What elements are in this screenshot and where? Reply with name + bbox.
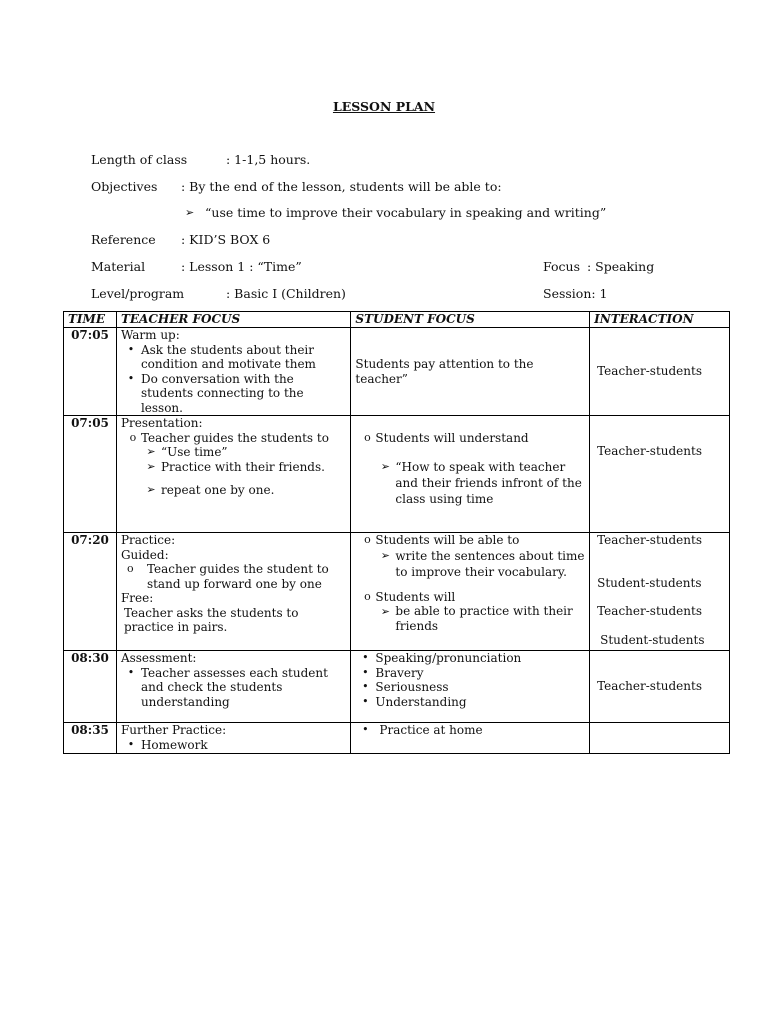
length-label: Length of class: [91, 152, 188, 167]
student-focus-cell: [351, 723, 590, 754]
list-item: “Use time”: [160, 445, 228, 459]
level-value: : Basic I (Children): [226, 286, 346, 301]
circle-bullet-icon: o: [364, 589, 371, 603]
teacher-focus-cell: [116, 416, 350, 533]
section-heading: Practice:: [120, 533, 176, 547]
circle-bullet-icon: o: [364, 431, 371, 444]
student-focus-cell: [351, 328, 590, 416]
circle-bullet-icon: o: [364, 533, 371, 546]
list-item: be able to practice with their friends: [395, 604, 573, 633]
arrow-bullet-icon: ➢: [380, 605, 391, 618]
list-item: “How to speak with teacher and their friends infront of the class using time: [395, 459, 582, 506]
bullet-icon: •: [127, 737, 135, 751]
reference-value: : KID’S BOX 6: [181, 232, 271, 247]
circle-bullet-icon: o: [126, 562, 134, 575]
header-teacher-focus: TEACHER FOCUS: [116, 312, 350, 328]
page-title: LESSON PLAN: [332, 99, 436, 114]
header-time: TIME: [64, 312, 117, 328]
bullet-icon: •: [362, 651, 369, 664]
table-row: [64, 328, 730, 416]
interaction-text: Teacher-students: [597, 444, 702, 458]
list-item: Bravery: [375, 665, 424, 680]
interaction-text: Student-students: [600, 632, 705, 647]
length-value: : 1-1,5 hours.: [226, 152, 311, 167]
header-interaction: INTERACTION: [590, 312, 730, 328]
time-cell: 07:05: [64, 416, 117, 533]
table-row: [64, 416, 730, 533]
arrow-bullet-icon: ➢: [380, 459, 391, 473]
time-text: 07:20: [71, 533, 109, 547]
table-row: [64, 651, 730, 723]
level-label: Level/program: [91, 286, 185, 301]
list-item: write the sentences about time to improve their vocabulary.: [395, 548, 585, 579]
list-item: Speaking/pronunciation: [375, 651, 522, 665]
list-item: Understanding: [375, 694, 467, 709]
header-student-focus: STUDENT FOCUS: [351, 312, 590, 328]
arrow-bullet-icon: ➢: [380, 548, 391, 562]
interaction-text: Student-students: [597, 575, 702, 590]
section-heading: Assessment:: [120, 651, 197, 665]
interaction-text: Teacher-students: [597, 679, 702, 694]
lesson-plan-table: [63, 311, 730, 754]
objective-item: “use time to improve their vocabulary in speaking and writing”: [205, 205, 607, 220]
objectives-value: : By the end of the lesson, students will be able to:: [181, 179, 502, 194]
list-item: Practice with their friends.: [160, 459, 325, 474]
interaction-cell: [590, 533, 730, 651]
student-text: Students pay attention to the teacher”: [355, 357, 534, 386]
bullet-icon: •: [362, 665, 369, 679]
list-item: Practice at home: [379, 723, 483, 737]
material-label: Material: [91, 259, 146, 274]
circle-bullet-icon: o: [129, 430, 137, 444]
interaction-text: Teacher-students: [597, 364, 702, 379]
free-text: Teacher asks the students to practice in pairs.: [123, 605, 299, 634]
table-row: [64, 533, 730, 651]
interaction-text: Teacher-students: [597, 604, 702, 618]
table-row: [64, 723, 730, 754]
teacher-focus-cell: [116, 533, 350, 651]
time-cell: 08:30: [64, 651, 117, 723]
bullet-icon: •: [362, 723, 369, 736]
bullet-icon: •: [127, 665, 135, 679]
bullet-icon: •: [127, 342, 135, 356]
list-item: Students will understand: [375, 431, 529, 445]
interaction-text: Teacher-students: [597, 533, 702, 547]
list-item: repeat one by one.: [160, 483, 275, 497]
list-item: Teacher guides the students to: [140, 430, 329, 445]
reference-label: Reference: [91, 232, 156, 247]
interaction-cell: [590, 723, 730, 754]
interaction-cell: [590, 651, 730, 723]
interaction-cell: [590, 416, 730, 533]
list-item: Teacher assesses each student and check the students understanding: [140, 665, 328, 709]
focus-label: Focus: [543, 259, 580, 274]
session-value: Session: 1: [543, 286, 608, 301]
list-item: Students will: [375, 589, 456, 604]
guided-label: Guided:: [120, 547, 169, 562]
student-focus-cell: [351, 651, 590, 723]
arrow-bullet-icon: ➢: [146, 483, 156, 496]
table-header-row: [64, 312, 730, 328]
arrow-bullet-icon: ➢: [146, 459, 156, 473]
list-item: Do conversation with the students connecting to the lesson.: [140, 371, 304, 415]
time-cell: 08:35: [64, 723, 117, 754]
bullet-icon: •: [362, 694, 369, 708]
bullet-icon: •: [127, 371, 135, 385]
arrow-bullet-icon: ➢: [185, 206, 195, 219]
student-focus-cell: [351, 416, 590, 533]
time-cell: [64, 533, 117, 651]
list-item: Seriousness: [375, 680, 449, 694]
list-item: Homework: [140, 737, 208, 752]
teacher-focus-cell: [116, 328, 350, 416]
bullet-icon: •: [362, 680, 369, 693]
student-focus-cell: [351, 533, 590, 651]
teacher-focus-cell: [116, 723, 350, 754]
free-label: Free:: [120, 591, 154, 605]
section-heading: Further Practice:: [120, 723, 227, 737]
focus-value: : Speaking: [587, 259, 655, 274]
list-item: Ask the students about their condition and motivate them: [140, 342, 316, 371]
arrow-bullet-icon: ➢: [146, 445, 156, 458]
teacher-focus-cell: [116, 651, 350, 723]
section-heading: Presentation:: [120, 416, 203, 430]
list-item: Students will be able to: [375, 533, 520, 547]
time-cell: 07:05: [64, 328, 117, 416]
objectives-label: Objectives: [91, 179, 158, 194]
list-item: Teacher guides the student to stand up forward one by one: [146, 562, 329, 591]
interaction-cell: [590, 328, 730, 416]
section-heading: Warm up:: [120, 328, 180, 342]
material-value: : Lesson 1 : “Time”: [181, 259, 302, 274]
